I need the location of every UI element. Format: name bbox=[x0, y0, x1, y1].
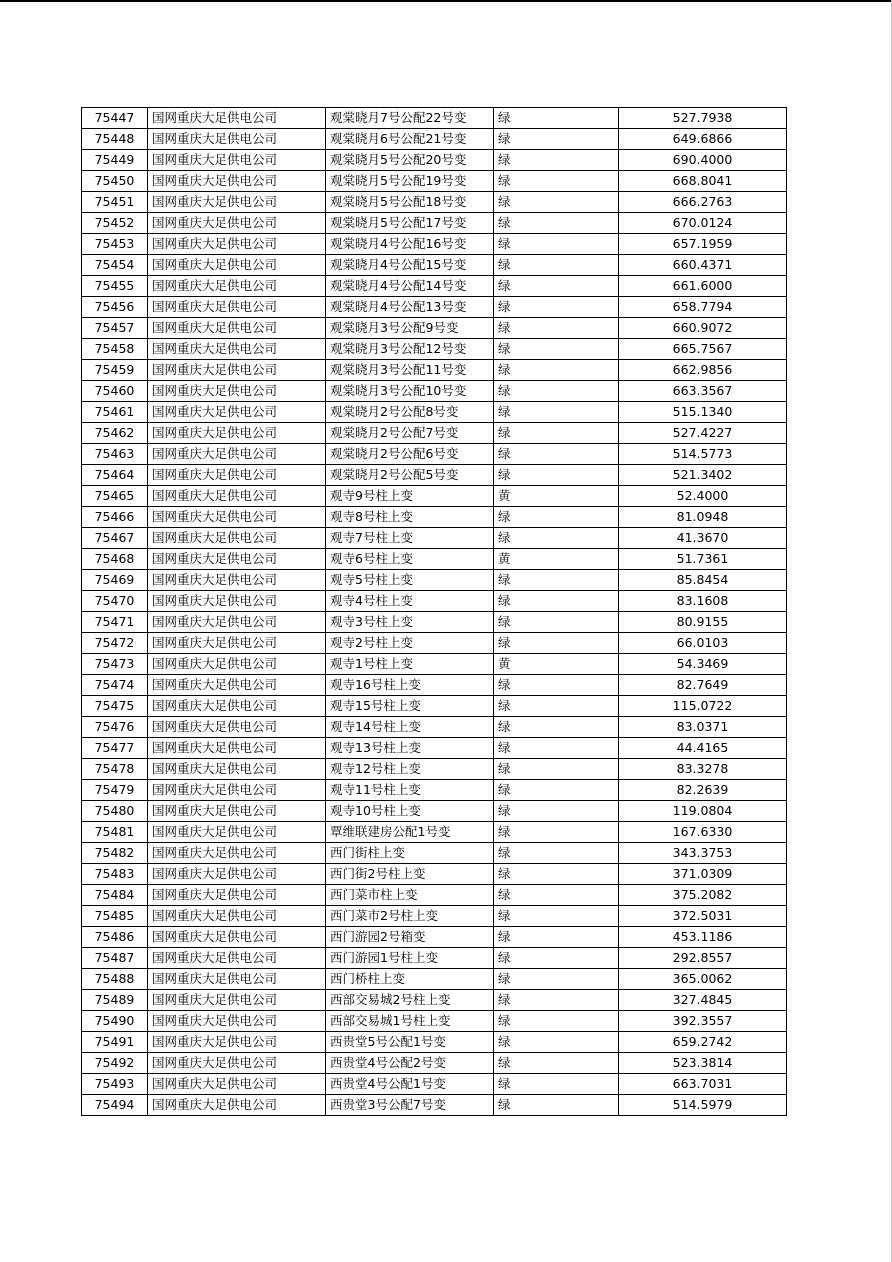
cell-status: 绿 bbox=[494, 444, 619, 465]
cell-company: 国网重庆大足供电公司 bbox=[148, 696, 326, 717]
cell-station: 观棠晓月5号公配19号变 bbox=[326, 171, 494, 192]
cell-value: 665.7567 bbox=[619, 339, 787, 360]
cell-status: 绿 bbox=[494, 234, 619, 255]
cell-status: 绿 bbox=[494, 213, 619, 234]
cell-status: 绿 bbox=[494, 801, 619, 822]
cell-status: 绿 bbox=[494, 990, 619, 1011]
cell-value: 292.8557 bbox=[619, 948, 787, 969]
table-row bbox=[82, 486, 787, 507]
cell-status: 绿 bbox=[494, 276, 619, 297]
cell-value: 690.4000 bbox=[619, 150, 787, 171]
table-row bbox=[82, 738, 787, 759]
cell-id: 75467 bbox=[82, 528, 148, 549]
cell-station: 观寺1号柱上变 bbox=[326, 654, 494, 675]
cell-company: 国网重庆大足供电公司 bbox=[148, 360, 326, 381]
cell-company: 国网重庆大足供电公司 bbox=[148, 528, 326, 549]
cell-station: 西贵堂3号公配7号变 bbox=[326, 1095, 494, 1116]
cell-value: 662.9856 bbox=[619, 360, 787, 381]
cell-station: 观棠晓月7号公配22号变 bbox=[326, 108, 494, 129]
cell-status: 绿 bbox=[494, 171, 619, 192]
cell-station: 西贵堂4号公配1号变 bbox=[326, 1074, 494, 1095]
cell-id: 75494 bbox=[82, 1095, 148, 1116]
cell-company: 国网重庆大足供电公司 bbox=[148, 990, 326, 1011]
cell-value: 514.5773 bbox=[619, 444, 787, 465]
cell-status: 绿 bbox=[494, 381, 619, 402]
table-row bbox=[82, 1074, 787, 1095]
table-row bbox=[82, 906, 787, 927]
cell-value: 371.0309 bbox=[619, 864, 787, 885]
cell-station: 观寺5号柱上变 bbox=[326, 570, 494, 591]
table-row bbox=[82, 129, 787, 150]
table-row bbox=[82, 822, 787, 843]
table-row bbox=[82, 1032, 787, 1053]
table-row bbox=[82, 696, 787, 717]
cell-company: 国网重庆大足供电公司 bbox=[148, 444, 326, 465]
cell-value: 372.5031 bbox=[619, 906, 787, 927]
cell-id: 75448 bbox=[82, 129, 148, 150]
cell-company: 国网重庆大足供电公司 bbox=[148, 465, 326, 486]
cell-id: 75468 bbox=[82, 549, 148, 570]
table-row bbox=[82, 591, 787, 612]
cell-company: 国网重庆大足供电公司 bbox=[148, 570, 326, 591]
cell-id: 75470 bbox=[82, 591, 148, 612]
cell-company: 国网重庆大足供电公司 bbox=[148, 738, 326, 759]
cell-id: 75485 bbox=[82, 906, 148, 927]
table-row bbox=[82, 402, 787, 423]
table-row bbox=[82, 381, 787, 402]
table-row bbox=[82, 969, 787, 990]
cell-company: 国网重庆大足供电公司 bbox=[148, 927, 326, 948]
cell-company: 国网重庆大足供电公司 bbox=[148, 150, 326, 171]
cell-company: 国网重庆大足供电公司 bbox=[148, 654, 326, 675]
cell-id: 75452 bbox=[82, 213, 148, 234]
cell-company: 国网重庆大足供电公司 bbox=[148, 1095, 326, 1116]
table-row bbox=[82, 1095, 787, 1116]
cell-company: 国网重庆大足供电公司 bbox=[148, 255, 326, 276]
cell-company: 国网重庆大足供电公司 bbox=[148, 192, 326, 213]
cell-station: 观棠晓月5号公配18号变 bbox=[326, 192, 494, 213]
cell-status: 绿 bbox=[494, 1032, 619, 1053]
cell-id: 75482 bbox=[82, 843, 148, 864]
cell-company: 国网重庆大足供电公司 bbox=[148, 948, 326, 969]
cell-status: 绿 bbox=[494, 360, 619, 381]
table-row bbox=[82, 801, 787, 822]
cell-company: 国网重庆大足供电公司 bbox=[148, 318, 326, 339]
cell-value: 660.9072 bbox=[619, 318, 787, 339]
table-row bbox=[82, 990, 787, 1011]
cell-company: 国网重庆大足供电公司 bbox=[148, 297, 326, 318]
cell-company: 国网重庆大足供电公司 bbox=[148, 633, 326, 654]
cell-station: 观寺13号柱上变 bbox=[326, 738, 494, 759]
cell-value: 521.3402 bbox=[619, 465, 787, 486]
cell-station: 覃维联建房公配1号变 bbox=[326, 822, 494, 843]
cell-id: 75458 bbox=[82, 339, 148, 360]
cell-station: 观棠晓月3号公配12号变 bbox=[326, 339, 494, 360]
cell-company: 国网重庆大足供电公司 bbox=[148, 108, 326, 129]
cell-id: 75479 bbox=[82, 780, 148, 801]
cell-value: 375.2082 bbox=[619, 885, 787, 906]
cell-status: 绿 bbox=[494, 675, 619, 696]
cell-value: 83.3278 bbox=[619, 759, 787, 780]
cell-station: 观寺9号柱上变 bbox=[326, 486, 494, 507]
cell-company: 国网重庆大足供电公司 bbox=[148, 486, 326, 507]
table-row bbox=[82, 360, 787, 381]
cell-station: 西门街2号柱上变 bbox=[326, 864, 494, 885]
cell-station: 观棠晓月2号公配5号变 bbox=[326, 465, 494, 486]
cell-id: 75449 bbox=[82, 150, 148, 171]
table-row bbox=[82, 444, 787, 465]
cell-id: 75466 bbox=[82, 507, 148, 528]
cell-value: 81.0948 bbox=[619, 507, 787, 528]
table-row bbox=[82, 948, 787, 969]
cell-value: 83.1608 bbox=[619, 591, 787, 612]
cell-id: 75456 bbox=[82, 297, 148, 318]
cell-status: 绿 bbox=[494, 780, 619, 801]
cell-value: 649.6866 bbox=[619, 129, 787, 150]
table-row bbox=[82, 780, 787, 801]
cell-station: 观棠晓月4号公配16号变 bbox=[326, 234, 494, 255]
cell-id: 75477 bbox=[82, 738, 148, 759]
table-row bbox=[82, 675, 787, 696]
cell-station: 西贵堂4号公配2号变 bbox=[326, 1053, 494, 1074]
cell-status: 绿 bbox=[494, 717, 619, 738]
cell-station: 观棠晓月5号公配17号变 bbox=[326, 213, 494, 234]
cell-status: 绿 bbox=[494, 465, 619, 486]
cell-value: 670.0124 bbox=[619, 213, 787, 234]
cell-status: 绿 bbox=[494, 696, 619, 717]
cell-company: 国网重庆大足供电公司 bbox=[148, 906, 326, 927]
cell-id: 75469 bbox=[82, 570, 148, 591]
cell-value: 41.3670 bbox=[619, 528, 787, 549]
table-row bbox=[82, 927, 787, 948]
cell-id: 75459 bbox=[82, 360, 148, 381]
table-body bbox=[82, 108, 787, 1116]
cell-station: 观棠晓月2号公配7号变 bbox=[326, 423, 494, 444]
cell-id: 75486 bbox=[82, 927, 148, 948]
cell-status: 绿 bbox=[494, 192, 619, 213]
cell-status: 绿 bbox=[494, 1095, 619, 1116]
cell-id: 75455 bbox=[82, 276, 148, 297]
cell-company: 国网重庆大足供电公司 bbox=[148, 822, 326, 843]
cell-station: 观寺11号柱上变 bbox=[326, 780, 494, 801]
cell-id: 75471 bbox=[82, 612, 148, 633]
cell-id: 75480 bbox=[82, 801, 148, 822]
cell-status: 绿 bbox=[494, 528, 619, 549]
cell-value: 80.9155 bbox=[619, 612, 787, 633]
cell-id: 75464 bbox=[82, 465, 148, 486]
cell-company: 国网重庆大足供电公司 bbox=[148, 1011, 326, 1032]
cell-company: 国网重庆大足供电公司 bbox=[148, 591, 326, 612]
cell-value: 453.1186 bbox=[619, 927, 787, 948]
table-row bbox=[82, 108, 787, 129]
cell-id: 75474 bbox=[82, 675, 148, 696]
cell-station: 西门街柱上变 bbox=[326, 843, 494, 864]
cell-station: 观寺15号柱上变 bbox=[326, 696, 494, 717]
table-row bbox=[82, 507, 787, 528]
cell-id: 75447 bbox=[82, 108, 148, 129]
cell-value: 54.3469 bbox=[619, 654, 787, 675]
cell-status: 黄 bbox=[494, 549, 619, 570]
cell-value: 668.8041 bbox=[619, 171, 787, 192]
cell-status: 绿 bbox=[494, 423, 619, 444]
cell-value: 52.4000 bbox=[619, 486, 787, 507]
cell-status: 绿 bbox=[494, 759, 619, 780]
cell-status: 绿 bbox=[494, 591, 619, 612]
cell-value: 66.0103 bbox=[619, 633, 787, 654]
cell-station: 观棠晓月4号公配13号变 bbox=[326, 297, 494, 318]
cell-id: 75460 bbox=[82, 381, 148, 402]
cell-id: 75475 bbox=[82, 696, 148, 717]
cell-station: 观寺12号柱上变 bbox=[326, 759, 494, 780]
cell-company: 国网重庆大足供电公司 bbox=[148, 612, 326, 633]
table-row bbox=[82, 297, 787, 318]
table-row bbox=[82, 234, 787, 255]
cell-status: 绿 bbox=[494, 150, 619, 171]
cell-status: 绿 bbox=[494, 633, 619, 654]
table-row bbox=[82, 759, 787, 780]
cell-station: 西部交易城1号柱上变 bbox=[326, 1011, 494, 1032]
cell-station: 西门菜市柱上变 bbox=[326, 885, 494, 906]
cell-status: 绿 bbox=[494, 297, 619, 318]
cell-company: 国网重庆大足供电公司 bbox=[148, 885, 326, 906]
cell-id: 75454 bbox=[82, 255, 148, 276]
table-row bbox=[82, 255, 787, 276]
cell-status: 绿 bbox=[494, 843, 619, 864]
cell-status: 绿 bbox=[494, 1011, 619, 1032]
table-row bbox=[82, 150, 787, 171]
cell-id: 75483 bbox=[82, 864, 148, 885]
cell-company: 国网重庆大足供电公司 bbox=[148, 843, 326, 864]
cell-value: 660.4371 bbox=[619, 255, 787, 276]
cell-status: 绿 bbox=[494, 1053, 619, 1074]
cell-status: 绿 bbox=[494, 339, 619, 360]
cell-station: 观寺6号柱上变 bbox=[326, 549, 494, 570]
cell-company: 国网重庆大足供电公司 bbox=[148, 675, 326, 696]
table-row bbox=[82, 612, 787, 633]
cell-station: 西门游园2号箱变 bbox=[326, 927, 494, 948]
cell-value: 527.4227 bbox=[619, 423, 787, 444]
cell-company: 国网重庆大足供电公司 bbox=[148, 129, 326, 150]
cell-value: 658.7794 bbox=[619, 297, 787, 318]
cell-value: 44.4165 bbox=[619, 738, 787, 759]
cell-id: 75462 bbox=[82, 423, 148, 444]
cell-id: 75481 bbox=[82, 822, 148, 843]
cell-station: 观寺10号柱上变 bbox=[326, 801, 494, 822]
cell-id: 75487 bbox=[82, 948, 148, 969]
cell-value: 514.5979 bbox=[619, 1095, 787, 1116]
cell-company: 国网重庆大足供电公司 bbox=[148, 402, 326, 423]
table-row bbox=[82, 213, 787, 234]
cell-station: 观寺8号柱上变 bbox=[326, 507, 494, 528]
cell-status: 黄 bbox=[494, 654, 619, 675]
table-row bbox=[82, 549, 787, 570]
cell-id: 75490 bbox=[82, 1011, 148, 1032]
cell-status: 绿 bbox=[494, 255, 619, 276]
cell-station: 观寺3号柱上变 bbox=[326, 612, 494, 633]
cell-status: 绿 bbox=[494, 318, 619, 339]
table-row bbox=[82, 1053, 787, 1074]
table-row bbox=[82, 423, 787, 444]
table-row bbox=[82, 528, 787, 549]
cell-station: 西门游园1号柱上变 bbox=[326, 948, 494, 969]
cell-company: 国网重庆大足供电公司 bbox=[148, 969, 326, 990]
cell-status: 绿 bbox=[494, 129, 619, 150]
cell-status: 黄 bbox=[494, 486, 619, 507]
cell-status: 绿 bbox=[494, 906, 619, 927]
cell-value: 663.7031 bbox=[619, 1074, 787, 1095]
cell-station: 观棠晓月3号公配11号变 bbox=[326, 360, 494, 381]
cell-company: 国网重庆大足供电公司 bbox=[148, 171, 326, 192]
table-row bbox=[82, 885, 787, 906]
cell-company: 国网重庆大足供电公司 bbox=[148, 759, 326, 780]
cell-id: 75476 bbox=[82, 717, 148, 738]
cell-station: 观寺4号柱上变 bbox=[326, 591, 494, 612]
cell-id: 75453 bbox=[82, 234, 148, 255]
cell-station: 观寺16号柱上变 bbox=[326, 675, 494, 696]
table-row bbox=[82, 843, 787, 864]
cell-station: 观棠晓月2号公配6号变 bbox=[326, 444, 494, 465]
cell-id: 75465 bbox=[82, 486, 148, 507]
cell-station: 西贵堂5号公配1号变 bbox=[326, 1032, 494, 1053]
cell-value: 327.4845 bbox=[619, 990, 787, 1011]
cell-company: 国网重庆大足供电公司 bbox=[148, 780, 326, 801]
cell-company: 国网重庆大足供电公司 bbox=[148, 801, 326, 822]
cell-station: 观寺7号柱上变 bbox=[326, 528, 494, 549]
cell-station: 观寺14号柱上变 bbox=[326, 717, 494, 738]
cell-value: 657.1959 bbox=[619, 234, 787, 255]
table-row bbox=[82, 339, 787, 360]
cell-id: 75473 bbox=[82, 654, 148, 675]
cell-status: 绿 bbox=[494, 612, 619, 633]
cell-station: 观棠晓月4号公配14号变 bbox=[326, 276, 494, 297]
cell-status: 绿 bbox=[494, 969, 619, 990]
cell-value: 85.8454 bbox=[619, 570, 787, 591]
cell-company: 国网重庆大足供电公司 bbox=[148, 507, 326, 528]
cell-company: 国网重庆大足供电公司 bbox=[148, 1053, 326, 1074]
cell-id: 75461 bbox=[82, 402, 148, 423]
transformer-data-table bbox=[81, 107, 787, 1116]
cell-status: 绿 bbox=[494, 108, 619, 129]
cell-status: 绿 bbox=[494, 927, 619, 948]
cell-id: 75451 bbox=[82, 192, 148, 213]
cell-value: 523.3814 bbox=[619, 1053, 787, 1074]
cell-company: 国网重庆大足供电公司 bbox=[148, 234, 326, 255]
cell-status: 绿 bbox=[494, 570, 619, 591]
cell-id: 75472 bbox=[82, 633, 148, 654]
cell-company: 国网重庆大足供电公司 bbox=[148, 1032, 326, 1053]
cell-station: 西门菜市2号柱上变 bbox=[326, 906, 494, 927]
cell-status: 绿 bbox=[494, 738, 619, 759]
cell-station: 观棠晓月2号公配8号变 bbox=[326, 402, 494, 423]
cell-station: 西部交易城2号柱上变 bbox=[326, 990, 494, 1011]
cell-id: 75491 bbox=[82, 1032, 148, 1053]
cell-status: 绿 bbox=[494, 402, 619, 423]
table-row bbox=[82, 192, 787, 213]
cell-value: 515.1340 bbox=[619, 402, 787, 423]
cell-value: 666.2763 bbox=[619, 192, 787, 213]
table-row bbox=[82, 864, 787, 885]
cell-company: 国网重庆大足供电公司 bbox=[148, 423, 326, 444]
cell-company: 国网重庆大足供电公司 bbox=[148, 381, 326, 402]
cell-id: 75488 bbox=[82, 969, 148, 990]
table-row bbox=[82, 1011, 787, 1032]
cell-company: 国网重庆大足供电公司 bbox=[148, 1074, 326, 1095]
cell-station: 观棠晓月3号公配9号变 bbox=[326, 318, 494, 339]
cell-value: 659.2742 bbox=[619, 1032, 787, 1053]
cell-id: 75457 bbox=[82, 318, 148, 339]
cell-company: 国网重庆大足供电公司 bbox=[148, 213, 326, 234]
cell-value: 343.3753 bbox=[619, 843, 787, 864]
cell-station: 观棠晓月4号公配15号变 bbox=[326, 255, 494, 276]
table-row bbox=[82, 654, 787, 675]
cell-company: 国网重庆大足供电公司 bbox=[148, 717, 326, 738]
cell-id: 75489 bbox=[82, 990, 148, 1011]
cell-value: 392.3557 bbox=[619, 1011, 787, 1032]
cell-station: 观棠晓月6号公配21号变 bbox=[326, 129, 494, 150]
cell-value: 83.0371 bbox=[619, 717, 787, 738]
table-row bbox=[82, 318, 787, 339]
cell-value: 51.7361 bbox=[619, 549, 787, 570]
cell-company: 国网重庆大足供电公司 bbox=[148, 339, 326, 360]
cell-value: 365.0062 bbox=[619, 969, 787, 990]
table-row bbox=[82, 276, 787, 297]
cell-id: 75492 bbox=[82, 1053, 148, 1074]
cell-company: 国网重庆大足供电公司 bbox=[148, 549, 326, 570]
cell-status: 绿 bbox=[494, 507, 619, 528]
cell-value: 82.2639 bbox=[619, 780, 787, 801]
cell-id: 75463 bbox=[82, 444, 148, 465]
cell-value: 527.7938 bbox=[619, 108, 787, 129]
cell-status: 绿 bbox=[494, 822, 619, 843]
table-row bbox=[82, 717, 787, 738]
cell-id: 75478 bbox=[82, 759, 148, 780]
cell-station: 观棠晓月3号公配10号变 bbox=[326, 381, 494, 402]
table-row bbox=[82, 570, 787, 591]
page-top-border bbox=[0, 0, 892, 2]
cell-id: 75484 bbox=[82, 885, 148, 906]
cell-station: 西门桥柱上变 bbox=[326, 969, 494, 990]
cell-id: 75450 bbox=[82, 171, 148, 192]
cell-company: 国网重庆大足供电公司 bbox=[148, 864, 326, 885]
cell-station: 观寺2号柱上变 bbox=[326, 633, 494, 654]
cell-value: 661.6000 bbox=[619, 276, 787, 297]
cell-value: 115.0722 bbox=[619, 696, 787, 717]
cell-company: 国网重庆大足供电公司 bbox=[148, 276, 326, 297]
cell-value: 82.7649 bbox=[619, 675, 787, 696]
cell-id: 75493 bbox=[82, 1074, 148, 1095]
cell-station: 观棠晓月5号公配20号变 bbox=[326, 150, 494, 171]
cell-status: 绿 bbox=[494, 1074, 619, 1095]
cell-status: 绿 bbox=[494, 948, 619, 969]
cell-value: 167.6330 bbox=[619, 822, 787, 843]
table-row bbox=[82, 171, 787, 192]
cell-value: 663.3567 bbox=[619, 381, 787, 402]
cell-status: 绿 bbox=[494, 864, 619, 885]
cell-value: 119.0804 bbox=[619, 801, 787, 822]
cell-status: 绿 bbox=[494, 885, 619, 906]
table-row bbox=[82, 633, 787, 654]
table-row bbox=[82, 465, 787, 486]
